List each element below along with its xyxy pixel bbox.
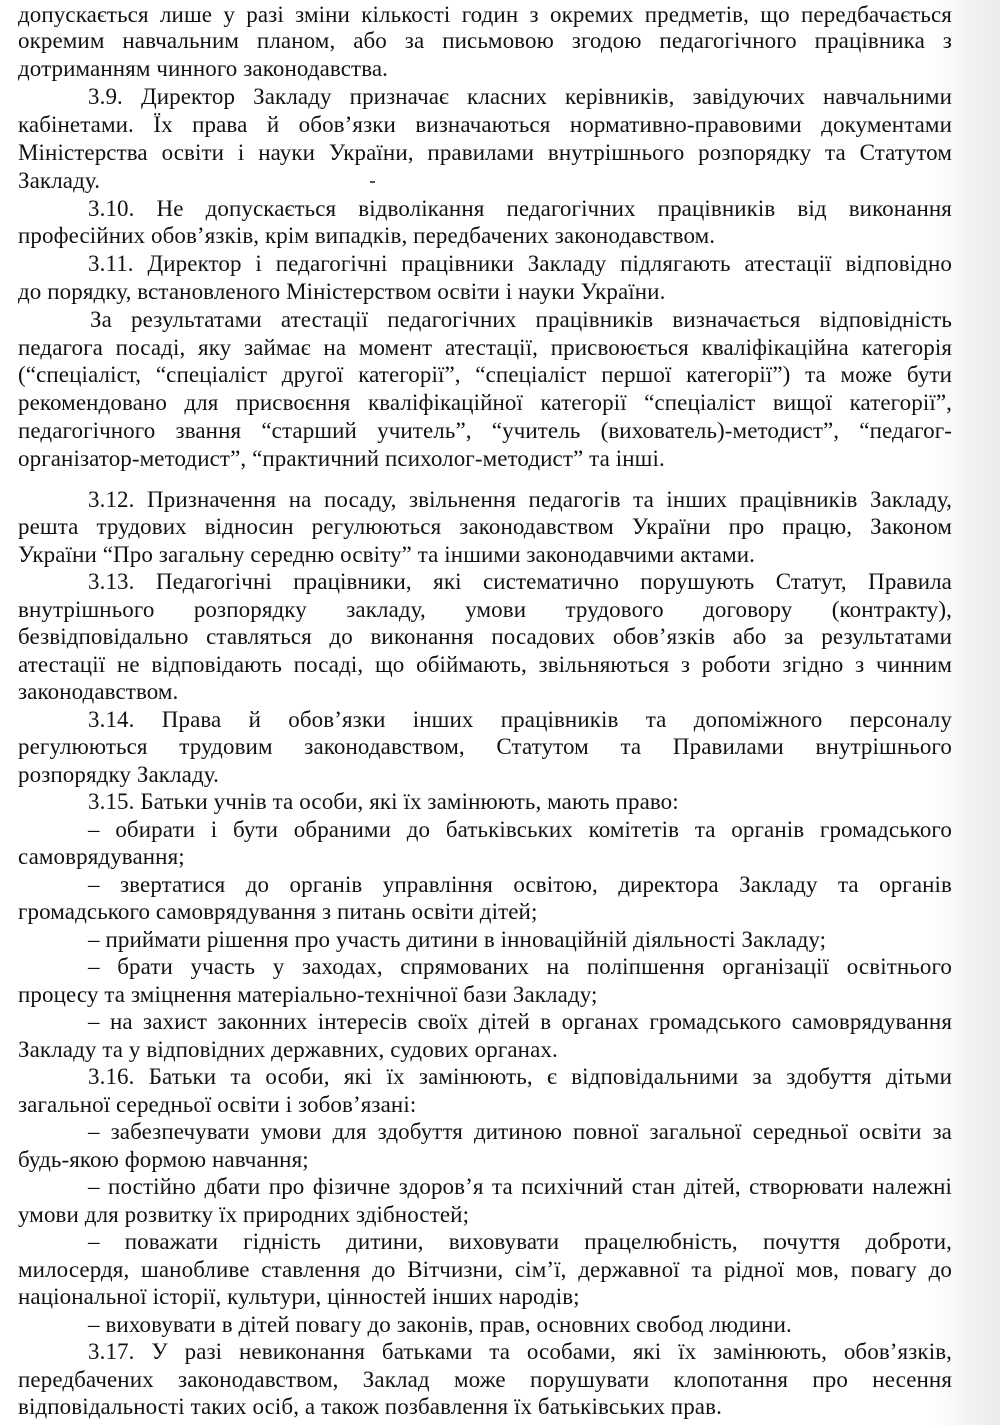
text-line: внутрішнього розпорядку закладу, умови трудового договору (контракту), xyxy=(18,597,952,622)
text-line: окремим навчальним планом, або за письмовою згодою педагогічного працівника з xyxy=(18,28,952,53)
text-line: 3.15. Батьки учнів та особи, які їх замінюють, мають право: xyxy=(88,789,679,814)
text-line: України “Про загальну середню освіту” та іншими законодавчими актами. xyxy=(18,542,756,567)
text-line: решта трудових відносин регулюються законодавством України про працю, Законом xyxy=(18,514,952,539)
list-item: – забезпечувати умови для здобуття дитиною повної загальної середньої освіти за xyxy=(88,1119,952,1144)
text-line: громадського самоврядування з питань освіти дітей; xyxy=(18,899,538,924)
list-item: – на захист законних інтересів своїх дітей в органах громадського самоврядування xyxy=(88,1009,952,1034)
text-line: дотриманням чинного законодавства. xyxy=(18,56,389,81)
text-line: 3.12. Призначення на посаду, звільнення педагогів та інших працівників Закладу, xyxy=(88,487,952,512)
text-line: законодавством. xyxy=(18,679,179,704)
list-item: – виховувати в дітей повагу до законів, прав, основних свобод людини. xyxy=(88,1312,792,1337)
list-item: – брати участь у заходах, спрямованих на поліпшення організації освітнього xyxy=(88,954,952,979)
text-line: 3.14. Права й обов’язки інших працівників та допоміжного персоналу xyxy=(88,707,952,732)
text-line: 3.16. Батьки та особи, які їх замінюють, є відповідальними за здобуття дітьми xyxy=(88,1064,952,1089)
text-line: до порядку, встановленого Міністерством освіти і науки України. xyxy=(18,279,666,304)
text-line: професійних обов’язків, крім випадків, передбачених законодавством. xyxy=(18,223,716,248)
list-item: – звертатися до органів управління освітою, директора Закладу та органів xyxy=(88,872,952,897)
text-line: загальної середньої освіти і зобов’язані: xyxy=(18,1092,417,1117)
text-line: будь-якою формою навчання; xyxy=(18,1147,309,1172)
text-line: Закладу та у відповідних державних, судових органах. xyxy=(18,1037,558,1062)
text-line: 3.10. Не допускається відволікання педагогічних працівників від виконання xyxy=(88,196,952,221)
text-line: Закладу. xyxy=(18,168,101,193)
text-line: передбачених законодавством, Заклад може порушувати клопотання про несення xyxy=(18,1367,952,1392)
text-line: милосердя, шанобливе ставлення до Вітчизни, сім’ї, державної та рідної мов, повагу до xyxy=(18,1257,952,1282)
text-line: педагога посаді, яку займає на момент атестації, присвоюється кваліфікаційна категорія xyxy=(18,335,952,360)
text-line: безвідповідально ставляться до виконання посадових обов’язків або за результатами xyxy=(18,624,952,649)
text-line: умови для розвитку їх природних здібностей; xyxy=(18,1202,470,1227)
text-line: 3.13. Педагогічні працівники, які систематично порушують Статут, Правила xyxy=(88,569,952,594)
text-line: рекомендовано для присвоєння кваліфікаційної категорії “спеціаліст вищої категорії”, xyxy=(18,390,952,415)
text-line: процесу та зміцнення матеріально-технічної бази Закладу; xyxy=(18,982,598,1007)
text-line: (“спеціаліст, “спеціаліст другої категорії”, “спеціаліст першої категорії”) та може бути xyxy=(18,362,952,387)
text-line: Міністерства освіти і науки України, правилами внутрішнього розпорядку та Статутом xyxy=(18,140,952,165)
text-line: За результатами атестації педагогічних працівників визначається відповідність xyxy=(90,307,952,332)
text-line: самоврядування; xyxy=(18,844,185,869)
text-line: національної історії, культури, цінностей інших народів; xyxy=(18,1284,580,1309)
text-line: атестації не відповідають посаді, що обіймають, звільняються з роботи згідно з чинним xyxy=(18,652,952,677)
text-line: 3.17. У разі невиконання батьками та особами, які їх замінюють, обов’язків, xyxy=(88,1339,952,1364)
text-line: 3.11. Директор і педагогічні працівники Закладу підлягають атестації відповідно xyxy=(88,251,952,276)
text-line: організатор-методист”, “практичний психолог-методист” та інші. xyxy=(18,446,665,471)
list-item: – приймати рішення про участь дитини в інноваційній діяльності Закладу; xyxy=(88,927,827,952)
text-line: допускається лише у разі зміни кількості годин з окремих предметів, що передбачається xyxy=(18,2,952,27)
text-line: відповідальності таких осіб, а також позбавлення їх батьківських прав. xyxy=(18,1394,722,1419)
text-line: регулюються трудовим законодавством, Статутом та Правилами внутрішнього xyxy=(18,734,952,759)
text-line: 3.9. Директор Закладу призначає класних керівників, завідуючих навчальними xyxy=(88,84,952,109)
text-line: кабінетами. Їх права й обов’язки визначаються нормативно-правовими документами xyxy=(18,112,952,137)
list-item: – постійно дбати про фізичне здоров’я та психічний стан дітей, створювати належні xyxy=(88,1174,952,1199)
list-item: – обирати і бути обраними до батьківських комітетів та органів громадського xyxy=(88,817,952,842)
list-item: – поважати гідність дитини, виховувати працелюбність, почуття доброти, xyxy=(88,1229,952,1254)
text-line: розпорядку Закладу. xyxy=(18,762,219,787)
text-line: педагогічного звання “старший учитель”, “учитель (вихователь)-методист”, “педагог- xyxy=(18,418,952,443)
